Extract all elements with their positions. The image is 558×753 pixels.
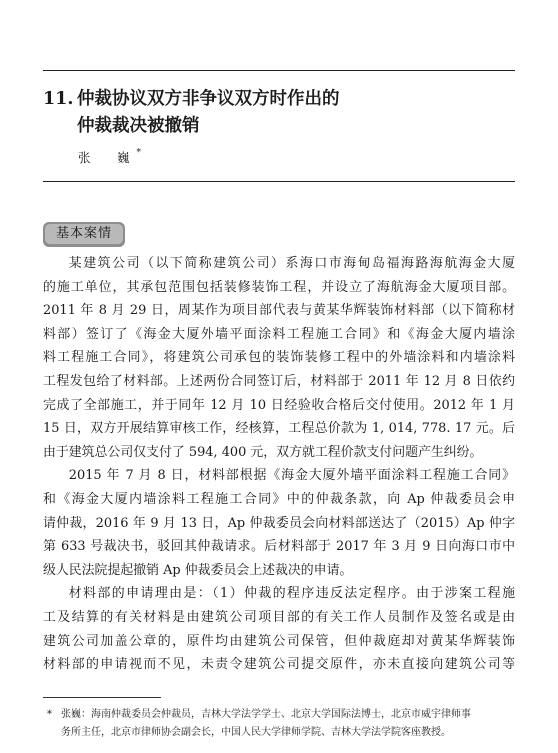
footnote-line-1: 张巍：海南仲裁委员会仲裁员，吉林大学法学学士、北京大学国际法博士，北京市威宇律师事: [61, 709, 471, 720]
body-line: 材料部的申请理由是：（1）仲裁的程序违反法定程序。由于涉案工程施: [68, 586, 515, 602]
body-line: 请仲裁，2016 年 9 月 13 日，Ap 仲裁委员会向材料部送达了（2015）Ap 仲字: [43, 515, 515, 531]
author-footnote-mark: *: [136, 147, 142, 158]
body-line: 2015 年 7 月 8 日，材料部根据《海金大厦外墙平面涂料工程施工合同》: [68, 468, 515, 484]
article-body: [43, 252, 515, 677]
article-number: 11.: [43, 89, 74, 109]
article-title: [43, 86, 513, 140]
body-line: 建筑公司加盖公章的，原件均由建筑公司保管，但仲裁庭却对黄某华辉装饰: [43, 633, 515, 649]
body-line: 工及结算的有关材料是由建筑公司项目部的有关工作人员制作及签名或是由: [43, 609, 515, 625]
body-line: 由于建筑总公司仅支付了 594, 400 元，双方就工程价款支付问题产生纠纷。: [43, 444, 483, 460]
section-label-badge: [43, 222, 125, 247]
header-top-rule: [43, 70, 515, 71]
footnote-mark: *: [47, 709, 52, 720]
body-line: 级人民法院提起撤销 Ap 仲裁委员会上述裁决的申请。: [43, 562, 353, 578]
body-line: 完成了全部施工，并于同年 12 月 10 日经验收合格后交付使用。2012 年 1 月: [43, 397, 515, 413]
footnote-line-2: 务所主任，北京市律师协会副会长，中国人民大学律师学院、吉林大学法学院客座教授。: [61, 727, 451, 738]
footnote-rule: [43, 697, 161, 698]
body-line: 工程发包给了材料部。上述两份合同签订后，材料部于 2011 年 12 月 8 日依约: [43, 373, 515, 389]
title-line-2: 仲裁裁决被撤销: [77, 116, 200, 136]
body-line: 某建筑公司（以下简称建筑公司）系海口市海甸岛福海路海航海金大厦: [68, 256, 515, 271]
body-line: 料工程施工合同》，将建筑公司承包的装饰装修工程中的外墙涂料和内墙涂料: [43, 350, 515, 366]
body-line: 材料部的申请视而不见，未责令建筑公司提交原件，亦未直接向建筑公司等: [43, 657, 515, 673]
author-name: 张 巍: [78, 150, 137, 165]
body-line: 2011 年 8 月 29 日，周某作为项目部代表与黄某华辉装饰材料部（以下简称材: [43, 303, 515, 319]
footnote: [47, 706, 513, 742]
body-line: 和《海金大厦内墙涂料工程施工合同》中的仲裁条款，向 Ap 仲裁委员会申: [43, 491, 515, 507]
body-line: 第 633 号裁决书，驳回其仲裁请求。后材料部于 2017 年 3 月 9 日向海口市中: [43, 539, 515, 555]
title-line-1: 仲裁协议双方非争议双方时作出的: [77, 89, 340, 109]
header-bottom-rule: [43, 181, 515, 182]
body-line: 的施工单位，其承包范围包括装修装饰工程，并设立了海航海金大厦项目部。: [43, 279, 515, 295]
body-line: 15 日，双方开展结算审核工作，经核算，工程总价款为 1, 014, 778. 17 元。后: [43, 421, 515, 437]
author-byline: [78, 148, 141, 166]
section-label: 基本案情: [45, 224, 123, 244]
body-line: 料部）签订了《海金大厦外墙平面涂料工程施工合同》和《海金大厦内墙涂: [43, 326, 515, 342]
